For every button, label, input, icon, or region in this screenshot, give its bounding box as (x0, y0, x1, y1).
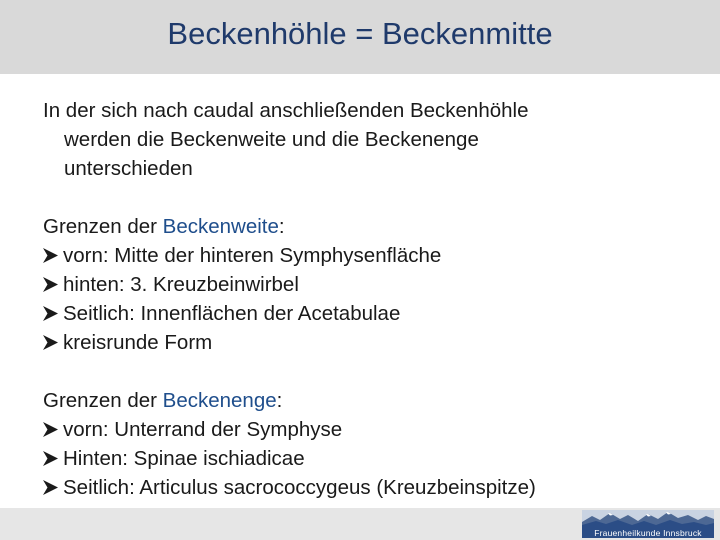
intro-line: In der sich nach caudal anschließenden Beckenhöhle (43, 99, 529, 122)
section-heading (43, 386, 683, 415)
frauenheilkunde-logo (582, 510, 714, 539)
arrow-bullet-icon (43, 480, 58, 495)
list-item-text: hinten: 3. Kreuzbeinwirbel (63, 273, 299, 296)
mountain-logo-icon (582, 510, 714, 530)
logo-text: Frauenheilkunde Innsbruck (582, 528, 714, 538)
section-heading (43, 212, 683, 241)
list-item-text: kreisrunde Form (63, 331, 213, 354)
slide-title: Beckenhöhle = Beckenmitte (167, 16, 553, 51)
arrow-bullet-icon (43, 335, 58, 350)
list-item (43, 328, 683, 357)
list-item (43, 270, 683, 299)
list-item-text: Seitlich: Innenflächen der Acetabulae (63, 302, 401, 325)
list-item-text: vorn: Mitte der hinteren Symphysenfläche (63, 244, 442, 267)
heading-prefix: Grenzen der (43, 389, 163, 412)
intro-line: unterschieden (64, 157, 193, 180)
arrow-bullet-icon (43, 277, 58, 292)
list-item-text: vorn: Unterrand der Symphyse (63, 418, 343, 441)
heading-highlight: Beckenenge (162, 389, 277, 412)
section-beckenenge (43, 386, 683, 502)
list-item-text: Seitlich: Articulus sacrococcygeus (Kreuzbeinspitze) (63, 476, 536, 499)
heading-highlight: Beckenweite (162, 215, 279, 238)
heading-prefix: Grenzen der (43, 215, 163, 238)
bullet-list (43, 415, 683, 502)
arrow-bullet-icon (43, 451, 58, 466)
arrow-bullet-icon (43, 422, 58, 437)
slide-content (43, 96, 683, 502)
intro-paragraph (43, 96, 683, 183)
arrow-bullet-icon (43, 306, 58, 321)
list-item (43, 473, 683, 502)
section-beckenweite (43, 212, 683, 357)
list-item (43, 415, 683, 444)
arrow-bullet-icon (43, 248, 58, 263)
heading-suffix: : (278, 215, 285, 238)
bullet-list (43, 241, 683, 357)
intro-line: werden die Beckenweite und die Beckenenge (64, 128, 479, 151)
list-item (43, 299, 683, 328)
heading-suffix: : (276, 389, 283, 412)
list-item (43, 241, 683, 270)
list-item (43, 444, 683, 473)
list-item-text: Hinten: Spinae ischiadicae (63, 447, 305, 470)
